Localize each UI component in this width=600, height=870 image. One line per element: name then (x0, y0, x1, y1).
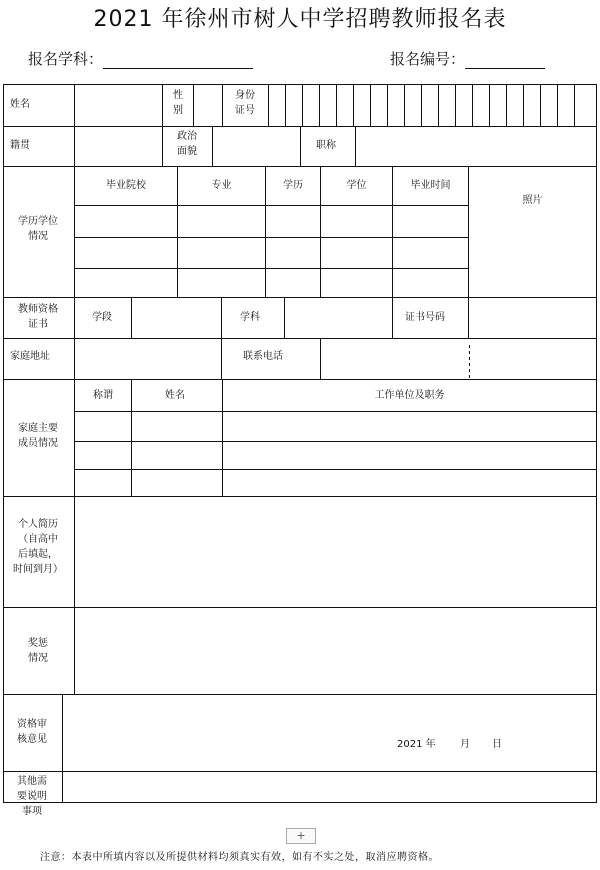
title-rank-label: 职称 (316, 140, 336, 151)
family-header-name: 姓名 (165, 390, 185, 401)
family-label: 家庭主要 成员情况 (18, 423, 58, 449)
edu-header-school: 毕业院校 (106, 180, 146, 191)
teacher-cert-label: 教师资格 证书 (18, 304, 58, 330)
cert-subject-label: 学科 (240, 312, 260, 323)
native-place-label: 籍贯 (10, 140, 30, 151)
number-label: 报名编号： (390, 50, 466, 68)
name-label: 姓名 (10, 99, 30, 110)
family-header-work: 工作单位及职务 (374, 390, 445, 401)
photo-label: 照片 (522, 195, 543, 206)
edu-header-grad-time: 毕业时间 (410, 180, 451, 191)
phone-label: 联系电话 (243, 351, 283, 362)
subject-label: 报名学科： (28, 50, 104, 68)
other-label: 其他需 要说明 事项 (17, 776, 47, 817)
political-label: 政治 面貌 (177, 131, 197, 157)
edu-header-degree-level: 学历 (283, 180, 303, 191)
review-day: 日 (492, 739, 502, 750)
address-label: 家庭地址 (10, 351, 50, 362)
id-card-label: 身份 证号 (235, 90, 255, 116)
review-year: 2021 年 (397, 739, 436, 750)
footer-note: 注意：本表中所填内容以及所提供材料均须真实有效，如有不实之处，取消应聘资格。 (40, 852, 439, 863)
stage-label: 学段 (92, 312, 112, 323)
form-title: 2021 年徐州市树人中学招聘教师报名表 (93, 7, 507, 32)
cert-number-label: 证书号码 (405, 312, 445, 323)
education-label: 学历学位 情况 (18, 216, 58, 242)
edu-header-degree: 学位 (346, 180, 367, 191)
table-add-row-handle[interactable]: + (286, 828, 316, 844)
resume-label: 个人简历 （自高中 后填起， 时间到月） (13, 519, 63, 575)
edu-header-major: 专业 (211, 180, 232, 191)
review-label: 资格审 核意见 (17, 719, 47, 745)
awards-label: 奖惩 情况 (28, 638, 48, 664)
gender-label: 性 别 (173, 90, 183, 116)
review-month: 月 (460, 739, 470, 750)
family-header-relation: 称谓 (93, 390, 113, 401)
